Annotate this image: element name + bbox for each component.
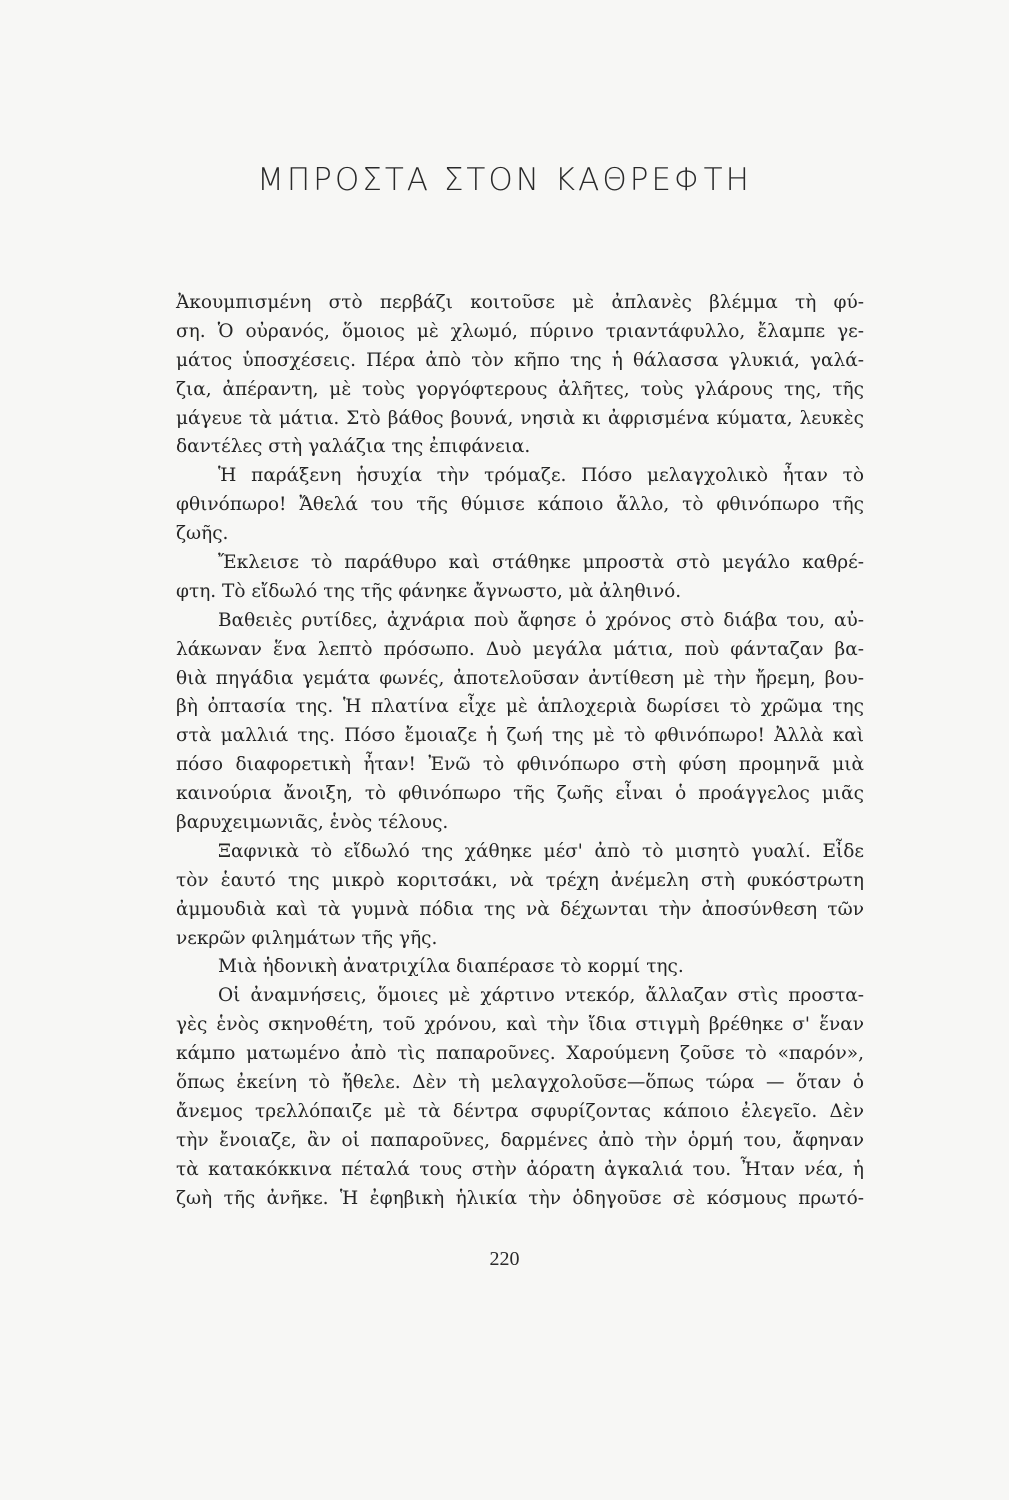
body-text — [176, 289, 864, 1214]
text-line: τὴν ἔνοιαζε, ἂν οἱ παπαροῦνες, δαρμένες ἀπὸ τὴν ὁρμή του, ἄφηναν — [176, 1129, 864, 1151]
text-line: κάμπο ματωμένο ἀπὸ τὶς παπαροῦνες. Χαρούμενη ζοῦσε τὸ «παρόν», — [176, 1043, 864, 1065]
text-line: λάκωναν ἕνα λεπτὸ πρόσωπο. Δυὸ μεγάλα μάτια, ποὺ φάνταζαν βα- — [176, 638, 864, 660]
text-line: στὰ μαλλιά της. Πόσο ἔμοιαζε ἡ ζωή της μὲ τὸ φθινόπωρο! Ἀλλὰ καὶ — [176, 725, 864, 747]
text-line: ζωὴ τῆς ἀνῆκε. Ἡ ἐφηβικὴ ἡλικία τὴν ὁδηγοῦσε σὲ κόσμους πρωτό- — [176, 1187, 864, 1209]
text-line: βαρυχειμωνιᾶς, ἑνὸς τέλους. — [176, 812, 449, 834]
text-line: Οἱ ἀναμνήσεις, ὅμοιες μὲ χάρτινο ντεκόρ, ἄλλαζαν στὶς προστα- — [218, 985, 864, 1007]
text-line: Ἀκουμπισμένη στὸ περβάζι κοιτοῦσε μὲ ἀπλανὲς βλέμμα τὴ φύ- — [176, 292, 864, 313]
text-line: Μιὰ ἡδονικὴ ἀνατριχίλα διαπέρασε τὸ κορμί της. — [218, 956, 684, 978]
text-line: ζωῆς. — [176, 523, 229, 545]
text-line: μάτος ὑποσχέσεις. Πέρα ἀπὸ τὸν κῆπο της ἡ θάλασσα γλυκιά, γαλά- — [176, 349, 864, 371]
text-line: τὰ κατακόκκινα πέταλά τους στὴν ἀόρατη ἀγκαλιά του. Ἦταν νέα, ἡ — [176, 1158, 864, 1180]
text-line: νεκρῶν φιλημάτων τῆς γῆς. — [176, 927, 438, 949]
text-line: φτη. Τὸ εἴδωλό της τῆς φάνηκε ἄγνωστο, μὰ ἀληθινό. — [176, 580, 682, 602]
text-line: τὸν ἑαυτό της μικρὸ κοριτσάκι, νὰ τρέχη ἀνέμελη στὴ φυκόστρωτη — [176, 869, 864, 891]
page-number: 220 — [489, 1248, 520, 1270]
text-line: ζια, ἀπέραντη, μὲ τοὺς γοργόφτερους ἀλῆτες, τοὺς γλάρους της, τῆς — [176, 378, 864, 400]
text-line: ἄνεμος τρελλόπαιζε μὲ τὰ δέντρα σφυρίζοντας κάποιο ἐλεγεῖο. Δὲν — [176, 1100, 864, 1122]
text-line: πόσο διαφορετικὴ ἦταν! Ἐνῶ τὸ φθινόπωρο στὴ φύση προμηνᾶ μιὰ — [176, 754, 864, 776]
text-line: Ξαφνικὰ τὸ εἴδωλό της χάθηκε μέσ' ἀπὸ τὸ μισητὸ γυαλί. Εἶδε — [218, 840, 864, 862]
text-line: Ἡ παράξενη ἡσυχία τὴν τρόμαζε. Πόσο μελαγχολικὸ ἦταν τὸ — [218, 465, 864, 487]
text-line: θιὰ πηγάδια γεμάτα φωνές, ἀποτελοῦσαν ἀντίθεση μὲ τὴν ἤρεμη, βου- — [176, 667, 864, 689]
chapter-title: ΜΠΡΟΣΤΑ ΣΤΟΝ ΚΑΘΡΕΦΤΗ — [257, 162, 752, 198]
text-line: ὅπως ἐκείνη τὸ ἤθελε. Δὲν τὴ μελαγχολοῦσε—ὅπως τώρα — ὅταν ὁ — [176, 1072, 864, 1094]
text-line: δαντέλες στὴ γαλάζια της ἐπιφάνεια. — [176, 436, 531, 458]
text-line: μάγευε τὰ μάτια. Στὸ βάθος βουνά, νησιὰ κι ἀφρισμένα κύματα, λευκὲς — [176, 407, 864, 429]
text-line: Βαθειὲς ρυτίδες, ἀχνάρια ποὺ ἄφησε ὁ χρόνος στὸ διάβα του, αὐ- — [218, 609, 864, 631]
text-line: ση. Ὁ οὐρανός, ὅμοιος μὲ χλωμό, πύρινο τριαντάφυλλο, ἔλαμπε γε- — [176, 320, 864, 342]
text-line: Ἔκλεισε τὸ παράθυρο καὶ στάθηκε μπροστὰ στὸ μεγάλο καθρέ- — [218, 552, 864, 574]
text-line: γὲς ἑνὸς σκηνοθέτη, τοῦ χρόνου, καὶ τὴν ἴδια στιγμὴ βρέθηκε σ' ἕναν — [176, 1014, 864, 1036]
text-line: ἀμμουδιὰ καὶ τὰ γυμνὰ πόδια της νὰ δέχωνται τὴν ἀποσύνθεση τῶν — [176, 898, 864, 920]
text-line: φθινόπωρο! Ἄθελά του τῆς θύμισε κάποιο ἄλλο, τὸ φθινόπωρο τῆς — [176, 494, 864, 516]
text-line: βὴ ὀπτασία της. Ἡ πλατίνα εἶχε μὲ ἁπλοχεριὰ δωρίσει τὸ χρῶμα της — [176, 696, 864, 718]
text-line: καινούρια ἄνοιξη, τὸ φθινόπωρο τῆς ζωῆς εἶναι ὁ προάγγελος μιᾶς — [176, 783, 864, 805]
